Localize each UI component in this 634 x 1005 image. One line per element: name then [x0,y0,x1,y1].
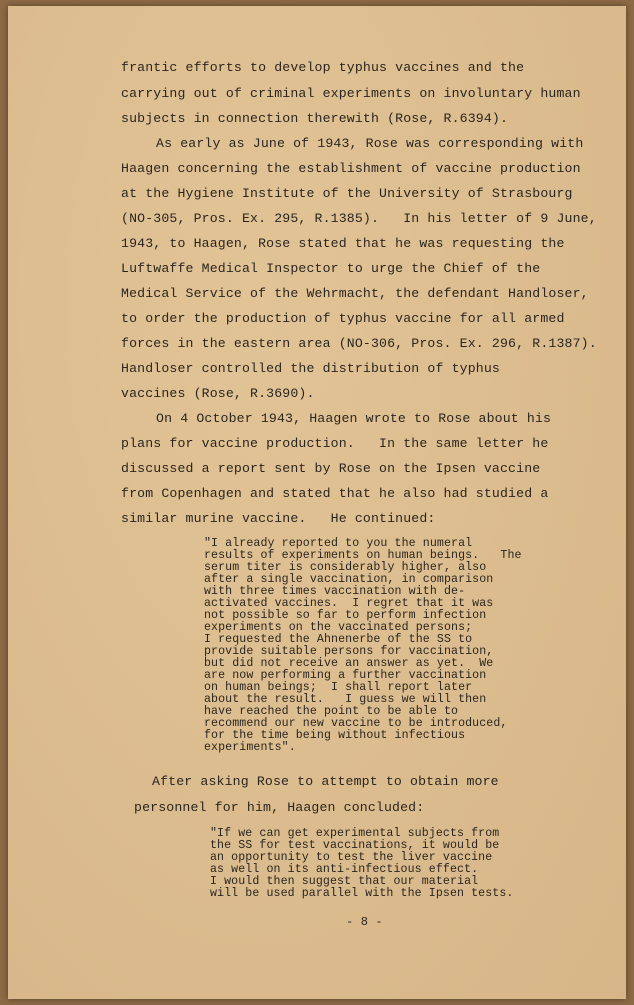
quote-line: serum titer is considerably higher, also [204,561,487,574]
quote-line: "I already reported to you the numeral [204,537,473,550]
quote-line: for the time being without infectious [204,729,466,742]
quote-line: an opportunity to test the liver vaccine [210,851,493,864]
quote-line: I would then suggest that our material [210,875,479,888]
quote-line: about the result. I guess we will then [204,693,487,706]
text-line: at the Hygiene Institute of the University of Strasbourg [121,186,573,201]
quote-line: will be used parallel with the Ipsen tests. [210,887,514,900]
text-line: to order the production of typhus vaccine for all armed [121,311,565,326]
text-line: carrying out of criminal experiments on involuntary human [121,86,581,101]
text-line: As early as June of 1943, Rose was corresponding with [156,136,584,151]
text-line: forces in the eastern area (NO-306, Pros. Ex. 296, R.1387). [121,336,597,351]
quote-line: as well on its anti-infectious effect. [210,863,479,876]
text-line: On 4 October 1943, Haagen wrote to Rose about his [156,411,552,426]
text-line: Haagen concerning the establishment of vaccine production [121,161,581,176]
quote-line: but did not receive an answer as yet. We [204,657,494,670]
quote-line: the SS for test vaccinations, it would be [210,839,500,852]
text-line: frantic efforts to develop typhus vaccines and the [121,60,525,75]
text-line: similar murine vaccine. He continued: [121,511,436,526]
text-line: personnel for him, Haagen concluded: [134,800,425,815]
text-line: (NO-305, Pros. Ex. 295, R.1385). In his letter of 9 June, [121,211,597,226]
quote-line: have reached the point to be able to [204,705,459,718]
quote-line: with three times vaccination with de- [204,585,466,598]
quote-line: experiments". [204,741,296,754]
text-line: vaccines (Rose, R.3690). [121,386,315,401]
text-line: Luftwaffe Medical Inspector to urge the Chief of the [121,261,541,276]
text-line: Medical Service of the Wehrmacht, the defendant Handloser, [121,286,589,301]
quote-line: activated vaccines. I regret that it was [204,597,494,610]
quote-line: after a single vaccination, in comparison [204,573,494,586]
text-line: discussed a report sent by Rose on the Ipsen vaccine [121,461,541,476]
text-line: plans for vaccine production. In the same letter he [121,436,549,451]
quote-line: recommend our new vaccine to be introduced, [204,717,508,730]
quote-line: provide suitable persons for vaccination, [204,645,494,658]
quote-line: I requested the Ahnenerbe of the SS to [204,633,473,646]
document-page [8,6,626,999]
text-line: 1943, to Haagen, Rose stated that he was requesting the [121,236,565,251]
quote-line: not possible so far to perform infection [204,609,487,622]
page-number: - 8 - [346,915,383,929]
quote-line: experiments on the vaccinated persons; [204,621,473,634]
quote-line: are now performing a further vaccination [204,669,487,682]
text-line: subjects in connection therewith (Rose, R.6394). [121,111,509,126]
text-line: from Copenhagen and stated that he also had studied a [121,486,549,501]
quote-line: on human beings; I shall report later [204,681,473,694]
quote-line: "If we can get experimental subjects from [210,827,500,840]
text-line: Handloser controlled the distribution of typhus [121,361,500,376]
text-line: After asking Rose to attempt to obtain more [152,774,499,789]
quote-line: results of experiments on human beings. The [204,549,522,562]
